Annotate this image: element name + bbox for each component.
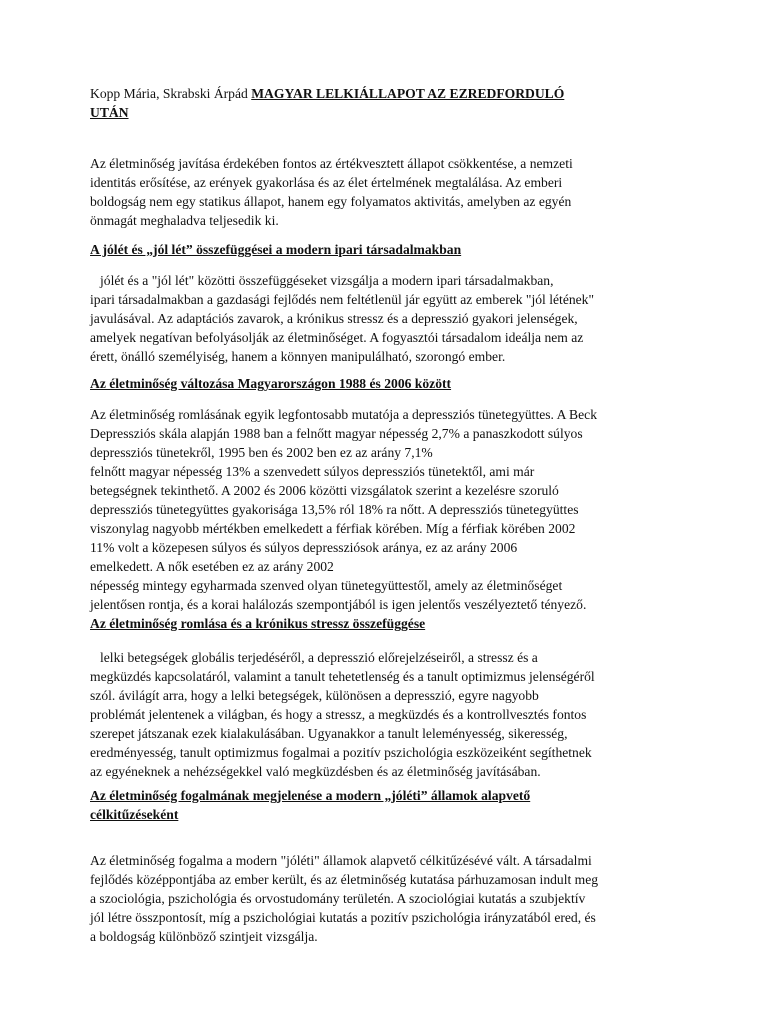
document-title: [90, 84, 680, 122]
paragraph-line: lelki betegségek globális terjedéséről, a depresszió előrejelzéseiről, a stressz és a: [100, 650, 538, 665]
paragraph-line: a boldogság különböző szintjeit vizsgálja.: [90, 929, 318, 944]
section-heading-3: Az életminőség romlása és a krónikus stressz összefüggése: [90, 616, 426, 631]
paragraph-line: az egyéneknek a nehézségekkel való megküzdésben és az életminőség javításában.: [90, 764, 541, 779]
paragraph-line: Depressziós skála alapján 1988 ban a felnőtt magyar népesség 2,7% a panaszkodott súlyos: [90, 426, 583, 441]
intro-paragraph: [90, 154, 573, 230]
paragraph-line: ipari társadalmakban a gazdasági fejlődés nem feltétlenül jár együtt az emberek "jól létének": [90, 292, 595, 307]
paragraph-line: javulásával. Az adaptációs zavarok, a krónikus stressz és a depresszió gyakori jelenségek,: [90, 311, 578, 326]
paragraph-line: felnőtt magyar népesség 13% a szenvedett súlyos depressziós tünetektől, ami már: [90, 464, 535, 479]
paragraph-line: eredményesség, tanult optimizmus fogalmai a pozitív pszichológia eszközeiként segíthetnek: [90, 745, 592, 760]
heading-line: célkitűzéseként: [90, 807, 179, 822]
paragraph-line: emelkedett. A nők esetében ez az arány 2002: [90, 559, 334, 574]
paragraph-line: 11% volt a közepesen súlyos és súlyos depressziósok aránya, ez az arány 2006: [90, 540, 518, 555]
paragraph-line: érett, önálló személyiség, hanem a könnyen manipulálható, szorongó ember.: [90, 349, 506, 364]
intro-line: Az életminőség javítása érdekében fontos az értékvesztett állapot csökkentése, a nemzeti: [90, 156, 573, 171]
paragraph-line: a szociológia, pszichológia és orvostudomány területén. A szociológiai kutatás a szubjektív: [90, 891, 586, 906]
intro-line: boldogság nem egy statikus állapot, hanem egy folyamatos aktivitás, amelyben az egyén: [90, 194, 572, 209]
paragraph-line: fejlődés középpontjába az ember került, és az életminőség kutatása párhuzamosan indult meg: [90, 872, 599, 887]
section-paragraph-4: [90, 851, 598, 946]
section-heading-2: Az életminőség változása Magyarországon 1988 és 2006 között: [90, 376, 452, 391]
paragraph-line: Az életminőség romlásának egyik legfontosabb mutatója a depressziós tünetegyüttes. A Beck: [90, 407, 597, 422]
title-main-line1: MAGYAR LELKIÁLLAPOT AZ EZREDFORDULÓ: [251, 86, 565, 101]
paragraph-line: jólét és a "jól lét" közötti összefüggéseket vizsgálja a modern ipari társadalmakban,: [100, 273, 554, 288]
section-paragraph-3: [90, 648, 595, 781]
intro-line: önmagát meghaladva teljesedik ki.: [90, 213, 279, 228]
paragraph-line: problémát jelentenek a világban, és hogy a stressz, a megküzdés és a kontrollvesztés fontos: [90, 707, 587, 722]
section-heading-1: A jólét és „jól lét” összefüggései a modern ipari társadalmakban: [90, 242, 462, 257]
paragraph-line: Az életminőség fogalma a modern "jóléti" államok alapvető célkitűzésévé vált. A társadalmi: [90, 853, 592, 868]
heading-line: Az életminőség fogalmának megjelenése a modern „jóléti” államok alapvető: [90, 788, 531, 803]
paragraph-line: jól létre összpontosít, míg a pszichológiai kutatás a pozitív pszichológia irányzatából ered, és: [90, 910, 596, 925]
paragraph-line: viszonylag nagyobb mértékben emelkedett a férfiak körében. Míg a férfiak körében 2002: [90, 521, 576, 536]
paragraph-line: depressziós tünetekről, 1995 ben és 2002 ben ez az arány 7,1%: [90, 445, 433, 460]
title-main-line2: UTÁN: [90, 105, 129, 120]
paragraph-line: jelentősen rontja, és a korai halálozás szempontjából is igen jelentős veszélyeztető tényező.: [90, 597, 587, 612]
title-authors: Kopp Mária, Skrabski Árpád: [90, 86, 248, 101]
section-paragraph-2: [90, 405, 597, 614]
section-heading-4: [90, 786, 530, 824]
paragraph-line: szól. ávilágít arra, hogy a lelki betegségek, különösen a depresszió, egyre nagyobb: [90, 688, 539, 703]
paragraph-line: betegségnek tekinthető. A 2002 és 2006 közötti vizsgálatok szerint a kezelésre szoruló: [90, 483, 559, 498]
paragraph-line: népesség mintegy egyharmada szenved olyan tünetegyüttestől, amely az életminőséget: [90, 578, 563, 593]
paragraph-line: megküzdés kapcsolatáról, valamint a tanult tehetetlenség és a tanult optimizmus jelenségéről: [90, 669, 595, 684]
intro-line: identitás erősítése, az erények gyakorlása és az élet értelmének megtalálása. Az emberi: [90, 175, 563, 190]
section-paragraph-1: [90, 271, 594, 366]
paragraph-line: depressziós tünetegyüttes gyakorisága 13,5% ról 18% ra nőtt. A depressziós tünetegyüttes: [90, 502, 579, 517]
paragraph-line: szerepet játszanak ezek kialakulásában. Ugyanakkor a tanult leleményesség, sikeresség,: [90, 726, 568, 741]
paragraph-line: amelyek negatívan befolyásolják az életminőséget. A fogyasztói társadalom ideálja nem az: [90, 330, 584, 345]
